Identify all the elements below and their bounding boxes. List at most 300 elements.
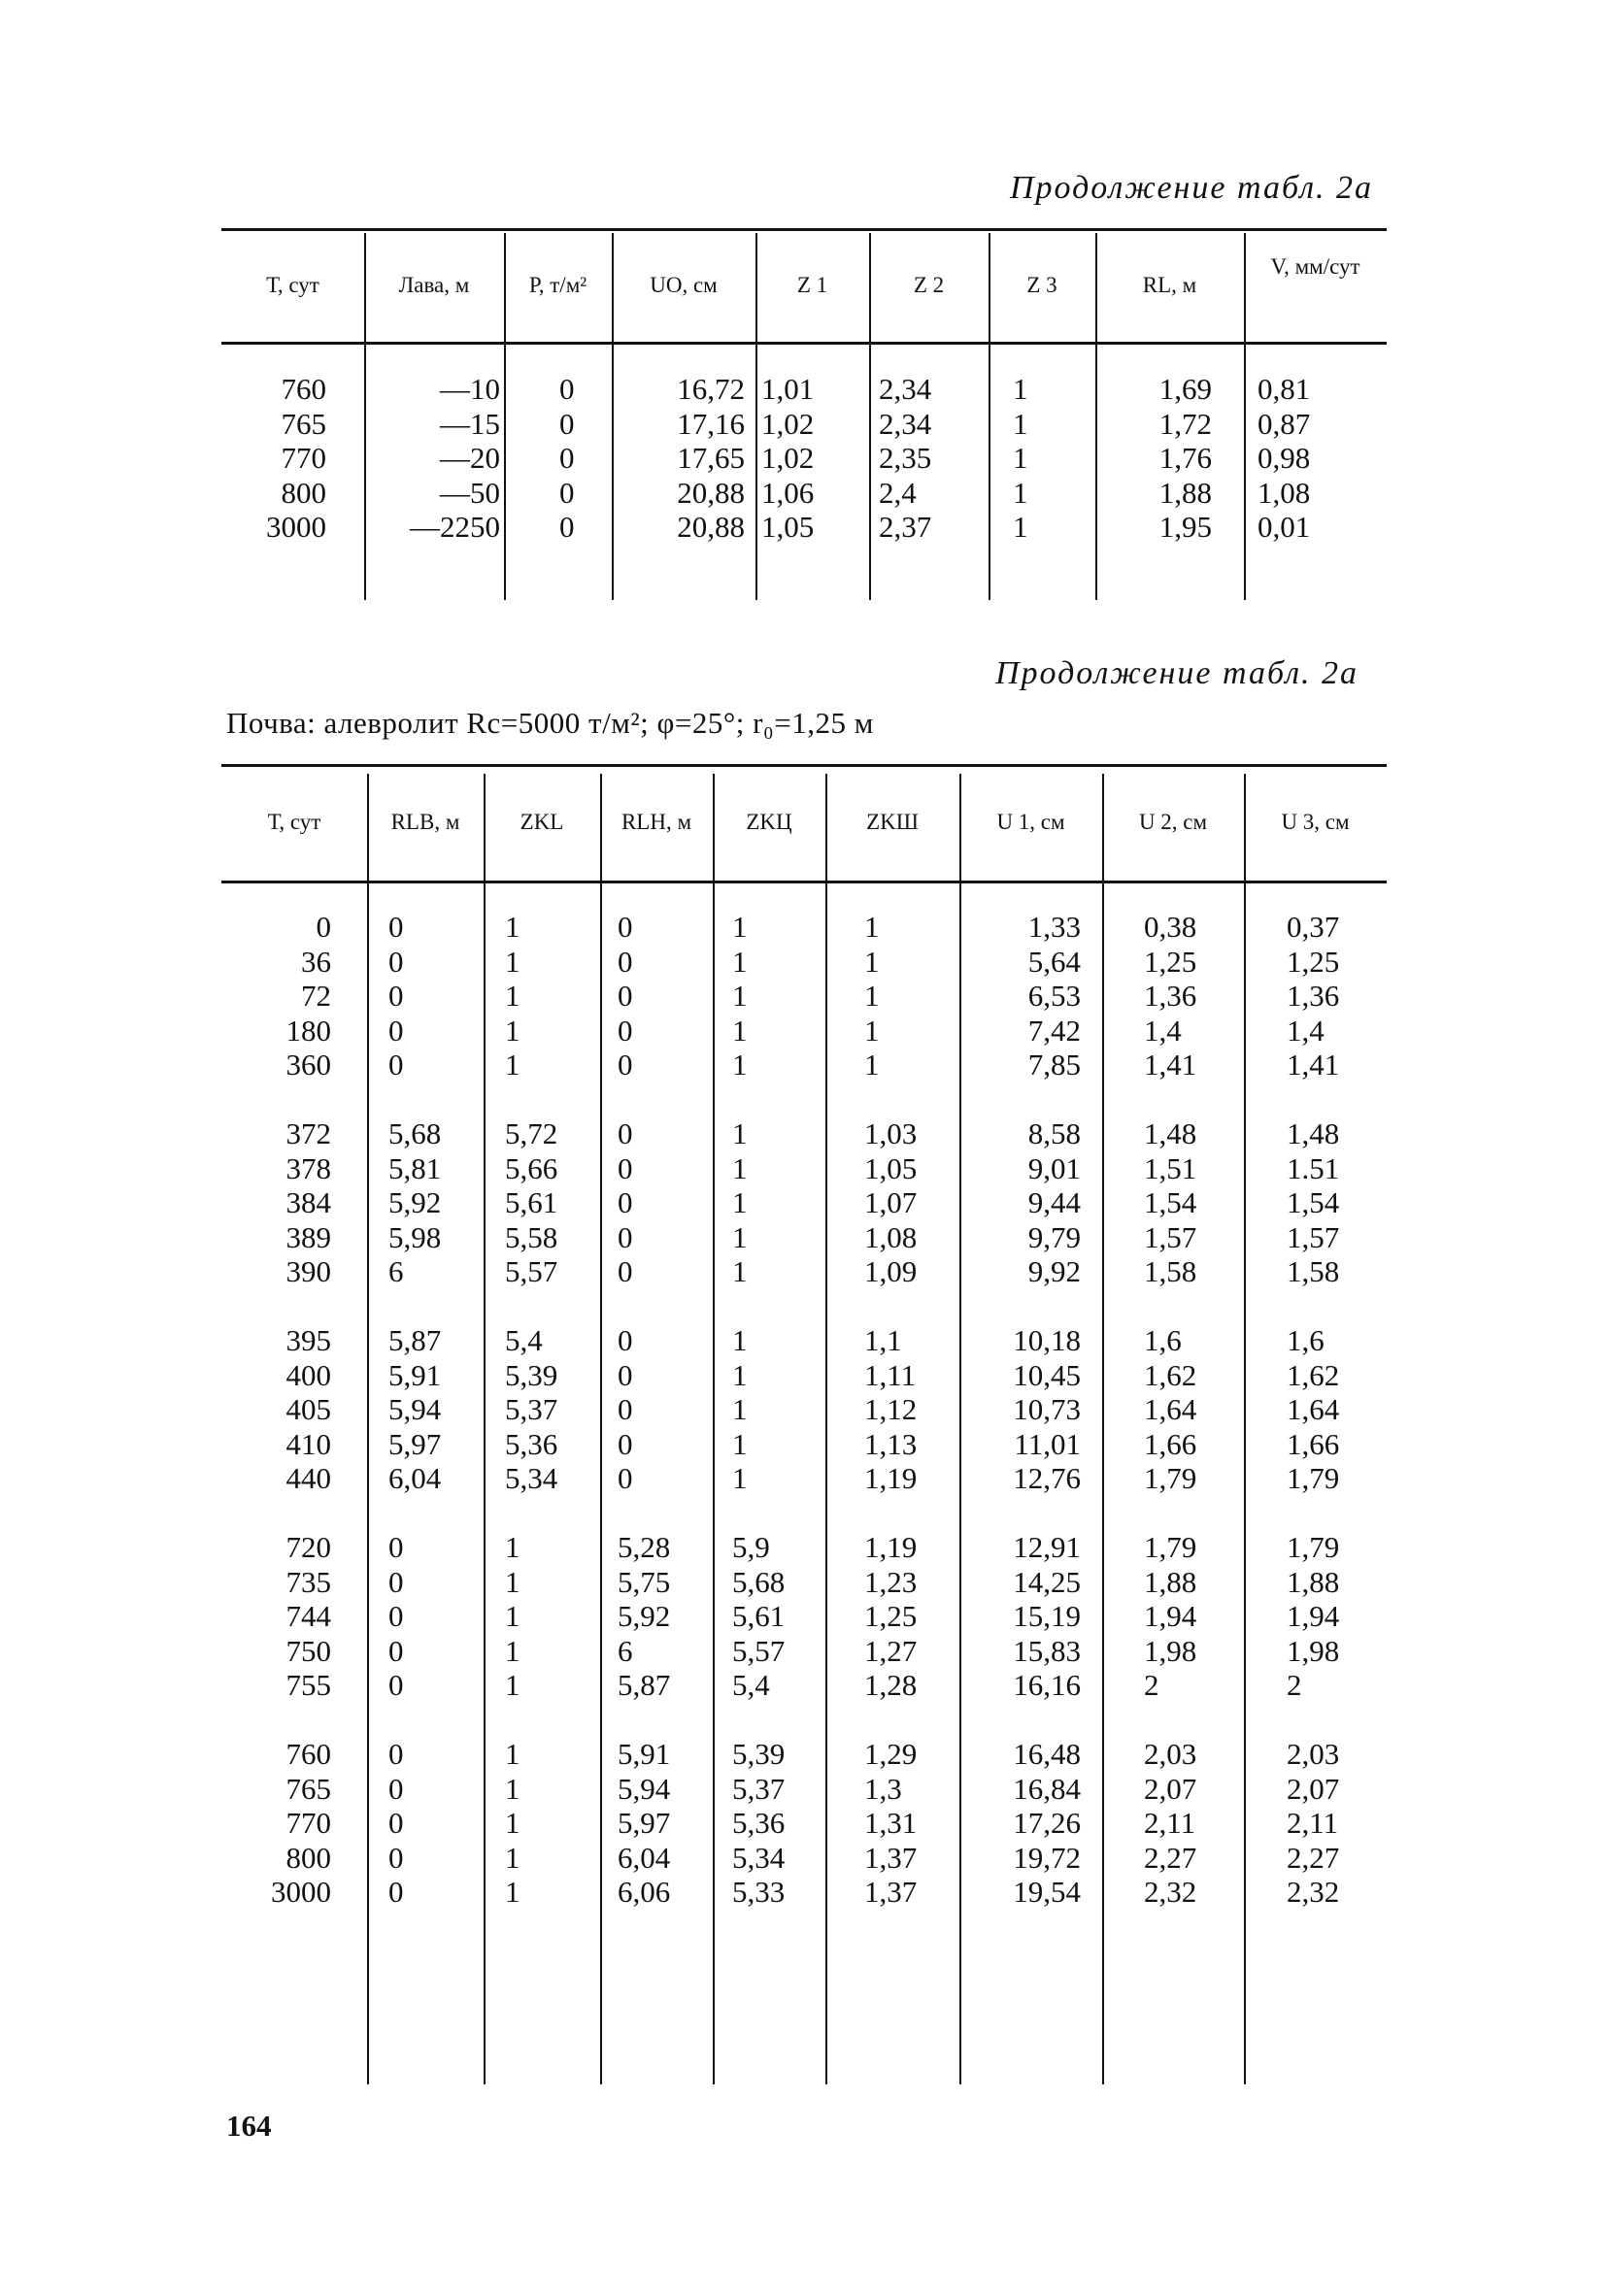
table1-header-cell: Р, т/м² [528, 273, 587, 297]
table2-cell: 5,91 [388, 1357, 442, 1392]
table2-cell: 1 [864, 910, 880, 944]
group-spacer [388, 1289, 481, 1324]
table2-cell: 0 [618, 1150, 633, 1185]
table2-cell: 1,94 [1144, 1599, 1197, 1633]
table2-cell: 1,62 [1287, 1357, 1340, 1392]
table2-cell: 0,38 [1144, 910, 1197, 944]
table2-cell: 0 [388, 1806, 404, 1840]
table2-cell: 16,48 [1013, 1737, 1081, 1771]
table2-cell: 1,4 [1287, 1013, 1325, 1048]
table1-top-rule [221, 228, 1387, 231]
table2 [221, 764, 1387, 2084]
table2-cell: 1,57 [1287, 1219, 1340, 1254]
table2-cell: 0 [388, 1737, 404, 1771]
table1-column [1258, 372, 1364, 545]
table2-cell: 5,36 [505, 1426, 558, 1461]
table2-cell: 12,91 [1013, 1530, 1081, 1564]
table2-cell: 765 [285, 1771, 331, 1806]
table1-header-cell: Z 1 [796, 273, 828, 297]
table2-cell: 0 [388, 1633, 404, 1668]
table2-cell: 1 [505, 1771, 520, 1806]
table2-cell: 2 [1287, 1668, 1302, 1702]
table2-cell: 755 [285, 1668, 331, 1702]
table1-cell: 1,02 [761, 441, 815, 475]
table2-cell: 5,66 [505, 1150, 558, 1185]
table1-column [612, 372, 745, 545]
table2-cell: 1,57 [1144, 1219, 1197, 1254]
table1-cell: 1,05 [761, 510, 815, 544]
table2-column-separator [1102, 774, 1104, 2084]
table2-cell: 1,54 [1287, 1185, 1340, 1219]
table1-column [1095, 372, 1212, 545]
table2-cell: 5,57 [732, 1633, 786, 1668]
table2-soil-note: Почва: алевролит Rс=5000 т/м²; φ=25°; r₀=1,25 м [226, 706, 874, 740]
table2-cell: 1 [505, 1806, 520, 1840]
table1-cell: 1 [1013, 372, 1028, 406]
table2-cell: 1,79 [1144, 1530, 1197, 1564]
table2-cell: 1,41 [1144, 1048, 1197, 1081]
table2-cell: 0 [618, 1116, 633, 1150]
table2-cell: 10,45 [1013, 1357, 1081, 1392]
table2-cell: 1,23 [864, 1564, 918, 1599]
table2-cell: 6,06 [618, 1875, 671, 1909]
table2-cell: 0 [618, 1048, 633, 1081]
table2-cell: 1 [505, 1840, 520, 1875]
table2-cell: 1,3 [864, 1771, 902, 1806]
table1-column [221, 372, 326, 545]
table2-column [864, 910, 956, 1910]
group-spacer [732, 1082, 824, 1117]
table2-cell: 2,07 [1287, 1771, 1340, 1806]
table2-cell: 5,75 [618, 1564, 671, 1599]
table1-cell: 2,35 [879, 441, 932, 475]
table2-cell: 1,1 [864, 1323, 902, 1357]
table2-cell: 0 [618, 1461, 633, 1495]
table2-cell: 1,11 [864, 1357, 917, 1392]
group-spacer [959, 1289, 1081, 1324]
table2-cell: 5,36 [732, 1806, 786, 1840]
table2-cell: 1,25 [864, 1599, 918, 1633]
table2-column-separator [713, 774, 715, 2084]
table2-header-cell: RLB, м [390, 810, 460, 834]
group-spacer [505, 1082, 597, 1117]
table2-cell: 1,58 [1144, 1254, 1197, 1288]
table2-cell: 1,13 [864, 1426, 918, 1461]
table2-column [732, 910, 824, 1910]
table2-cell: 15,83 [1013, 1633, 1081, 1668]
table2-cell: 1,51 [1144, 1150, 1197, 1185]
table1-column [559, 372, 608, 545]
table2-cell: 5,58 [505, 1219, 558, 1254]
table2-cell: 1 [732, 944, 748, 979]
table1-cell: 17,16 [677, 406, 745, 441]
table1-column [879, 372, 976, 545]
table2-cell: 0 [388, 1668, 404, 1702]
table2-cell: 2 [1144, 1668, 1159, 1702]
table2-cell: 17,26 [1013, 1806, 1081, 1840]
table2-cell: 1.51 [1287, 1150, 1340, 1185]
table2-cell: 1,88 [1287, 1564, 1340, 1599]
table1-cell: 2,4 [879, 475, 917, 510]
table2-cell: 0 [618, 1357, 633, 1392]
table2-cell: 0 [388, 1840, 404, 1875]
table2-cell: 1,28 [864, 1668, 918, 1702]
table2-cell: 2,03 [1287, 1737, 1340, 1771]
table2-cell: 1 [505, 1633, 520, 1668]
table2-cell: 0 [388, 944, 404, 979]
table2-cell: 1 [864, 944, 880, 979]
table2-cell: 9,79 [1027, 1219, 1081, 1254]
table1-cell: 1 [1013, 475, 1028, 510]
table1-cell: —15 [440, 406, 500, 441]
table2-cell: 5,39 [505, 1357, 558, 1392]
table2-header-cell: ZKЦ [746, 810, 792, 834]
group-spacer [1287, 1289, 1384, 1324]
group-spacer [864, 1703, 956, 1738]
table1-cell: 1 [1013, 441, 1028, 475]
table1-cell: —2250 [410, 510, 500, 544]
table2-cell: 5,61 [732, 1599, 786, 1633]
page-number: 164 [226, 2109, 272, 2143]
table2-cell: 2,32 [1287, 1875, 1340, 1909]
table1-cell: 20,88 [677, 510, 745, 544]
table1-caption: Продолжение табл. 2а [1010, 170, 1374, 206]
table2-column-separator [367, 774, 369, 2084]
table2-cell: 0,37 [1287, 910, 1340, 944]
table1-cell: 1,02 [761, 406, 815, 441]
table2-cell: 2,27 [1144, 1840, 1197, 1875]
table2-cell: 1,6 [1287, 1323, 1325, 1357]
table1-cell: 770 [281, 441, 326, 475]
table2-cell: 19,72 [1013, 1840, 1081, 1875]
table2-cell: 1,58 [1287, 1254, 1340, 1288]
table2-cell: 5,92 [618, 1599, 671, 1633]
table2-cell: 5,97 [618, 1806, 671, 1840]
table2-cell: 2,27 [1287, 1840, 1340, 1875]
table2-cell: 5,37 [505, 1392, 558, 1426]
table2-cell: 1,31 [864, 1806, 918, 1840]
table2-cell: 744 [285, 1599, 331, 1633]
table1-header-rule [221, 342, 1387, 345]
table2-cell: 1,94 [1287, 1599, 1340, 1633]
table2-cell: 1 [505, 1048, 520, 1081]
table1-cell: 800 [281, 475, 326, 510]
table2-cell: 15,19 [1013, 1599, 1081, 1633]
table2-column-separator [825, 774, 827, 2084]
table2-cell: 1,98 [1144, 1633, 1197, 1668]
table2-cell: 2,03 [1144, 1737, 1197, 1771]
table2-cell: 6 [618, 1633, 633, 1668]
group-spacer [505, 1289, 597, 1324]
table2-cell: 0 [388, 1599, 404, 1633]
group-spacer [618, 1496, 710, 1531]
table2-column-separator [600, 774, 602, 2084]
group-spacer [1144, 1703, 1241, 1738]
group-spacer [1287, 1496, 1384, 1531]
table2-cell: 12,76 [1013, 1461, 1081, 1495]
table2-cell: 1 [732, 1323, 748, 1357]
table2-cell: 1 [732, 1116, 748, 1150]
table2-cell: 0 [618, 1392, 633, 1426]
table1-header-cell: V, мм/сут [1270, 254, 1360, 279]
table2-cell: 1,36 [1144, 979, 1197, 1013]
table2-cell: 0 [618, 1323, 633, 1357]
table2-cell: 5,33 [732, 1875, 786, 1909]
table2-cell: 0 [388, 1564, 404, 1599]
table2-cell: 378 [285, 1150, 331, 1185]
group-spacer [221, 1496, 331, 1531]
table1-column-separator [1244, 233, 1246, 600]
table1-header-cell: Z 2 [913, 273, 945, 297]
table1-cell: 765 [281, 406, 326, 441]
table2-cell: 5,34 [505, 1461, 558, 1495]
table2-cell: 1 [505, 1875, 520, 1909]
table1-cell: 0 [559, 406, 575, 441]
table2-cell: 1 [732, 1426, 748, 1461]
table2-header-cell: U 1, см [996, 810, 1065, 834]
table2-column [221, 910, 331, 1910]
table2-cell: 1,05 [864, 1150, 918, 1185]
table2-cell: 389 [285, 1219, 331, 1254]
table2-cell: 720 [285, 1530, 331, 1564]
table2-cell: 1 [732, 1461, 748, 1495]
table2-cell: 0 [618, 944, 633, 979]
table2-cell: 2,32 [1144, 1875, 1197, 1909]
table2-cell: 11,01 [1014, 1426, 1081, 1461]
table2-cell: 1,62 [1144, 1357, 1197, 1392]
table2-cell: 5,68 [388, 1116, 442, 1150]
table2-cell: 1 [732, 1150, 748, 1185]
table2-cell: 36 [301, 944, 331, 979]
table2-cell: 5,9 [732, 1530, 770, 1564]
table2-header-cell: U 2, см [1138, 810, 1208, 834]
table2-header-rule [221, 881, 1387, 883]
table2-cell: 1 [732, 1185, 748, 1219]
table2-cell: 0 [618, 1219, 633, 1254]
table2-cell: 5,91 [618, 1737, 671, 1771]
table2-cell: 405 [285, 1392, 331, 1426]
table2-cell: 1,33 [1027, 910, 1081, 944]
table2-cell: 0 [388, 979, 404, 1013]
table2-cell: 1 [505, 1737, 520, 1771]
table2-cell: 5,64 [1027, 944, 1081, 979]
table2-cell: 1,29 [864, 1737, 918, 1771]
table2-cell: 10,18 [1013, 1323, 1081, 1357]
group-spacer [221, 1289, 331, 1324]
table2-cell: 1,37 [864, 1840, 918, 1875]
table2-column [1287, 910, 1384, 1910]
table1-header-cell: UO, см [650, 273, 718, 297]
table2-cell: 1,64 [1144, 1392, 1197, 1426]
table2-cell: 5,28 [618, 1530, 671, 1564]
table2-column-separator [1244, 774, 1246, 2084]
table2-cell: 1,12 [864, 1392, 918, 1426]
table2-cell: 384 [285, 1185, 331, 1219]
table2-cell: 1,03 [864, 1116, 918, 1150]
table1-cell: 0 [559, 441, 575, 475]
group-spacer [1144, 1289, 1241, 1324]
group-spacer [959, 1496, 1081, 1531]
table1-cell: 1,01 [761, 372, 815, 406]
table2-cell: 19,54 [1013, 1875, 1081, 1909]
table2-cell: 5,37 [732, 1771, 786, 1806]
group-spacer [864, 1289, 956, 1324]
table2-cell: 1,79 [1287, 1461, 1340, 1495]
group-spacer [732, 1703, 824, 1738]
table2-cell: 440 [285, 1461, 331, 1495]
table2-cell: 5,4 [505, 1323, 543, 1357]
table1-cell: 2,34 [879, 372, 932, 406]
table2-cell: 1,25 [1144, 944, 1197, 979]
table1-cell: 0,87 [1258, 406, 1311, 441]
table2-cell: 372 [285, 1116, 331, 1150]
table1-cell: 1,95 [1158, 510, 1212, 544]
group-spacer [732, 1289, 824, 1324]
table2-cell: 360 [285, 1048, 331, 1081]
table2-cell: 5,81 [388, 1150, 442, 1185]
table2-cell: 1,41 [1287, 1048, 1340, 1081]
table2-cell: 1 [732, 979, 748, 1013]
group-spacer [1144, 1496, 1241, 1531]
table2-header-cell: RLH, м [621, 810, 692, 834]
table2-cell: 800 [285, 1840, 331, 1875]
group-spacer [221, 1082, 331, 1117]
table2-cell: 1 [864, 1013, 880, 1048]
table2-cell: 180 [285, 1013, 331, 1048]
table2-cell: 0 [388, 1875, 404, 1909]
table2-cell: 1 [732, 1219, 748, 1254]
table2-cell: 2,07 [1144, 1771, 1197, 1806]
table2-cell: 1,37 [864, 1875, 918, 1909]
table2-column [618, 910, 710, 1910]
table2-cell: 3000 [271, 1875, 331, 1909]
table2-cell: 1,19 [864, 1461, 918, 1495]
table2-cell: 5,98 [388, 1219, 442, 1254]
table2-cell: 1 [505, 910, 520, 944]
table2-cell: 1,4 [1144, 1013, 1182, 1048]
table1-cell: 1,88 [1158, 475, 1212, 510]
table2-header-cell: ZKШ [866, 810, 919, 834]
group-spacer [388, 1496, 481, 1531]
table2-cell: 5,87 [388, 1323, 442, 1357]
group-spacer [388, 1703, 481, 1738]
table1-cell: —50 [440, 475, 500, 510]
table2-cell: 0 [388, 1013, 404, 1048]
table2-cell: 1,6 [1144, 1323, 1182, 1357]
table2-cell: 1 [732, 1013, 748, 1048]
group-spacer [618, 1082, 710, 1117]
table2-cell: 1 [864, 1048, 880, 1081]
table2-cell: 0 [618, 1013, 633, 1048]
table2-header-cell: Т, сут [267, 810, 321, 834]
table2-cell: 0 [618, 1254, 633, 1288]
table2-cell: 410 [285, 1426, 331, 1461]
table2-cell: 5,72 [505, 1116, 558, 1150]
table2-cell: 7,42 [1027, 1013, 1081, 1048]
table2-cell: 0 [388, 1048, 404, 1081]
group-spacer [618, 1703, 710, 1738]
table2-cell: 0 [618, 910, 633, 944]
table1-header-cell: Лава, м [398, 273, 470, 297]
table2-caption: Продолжение табл. 2а [995, 655, 1359, 691]
table2-cell: 1,66 [1287, 1426, 1340, 1461]
table2-cell: 1 [864, 979, 880, 1013]
table1-cell: —10 [440, 372, 500, 406]
table2-cell: 16,16 [1013, 1668, 1081, 1702]
table2-header-cell: ZKL [520, 810, 564, 834]
table2-cell: 0 [388, 910, 404, 944]
table2-cell: 9,01 [1027, 1150, 1081, 1185]
table2-cell: 2,11 [1144, 1806, 1196, 1840]
table2-cell: 1,79 [1144, 1461, 1197, 1495]
table1-cell: 0,01 [1258, 510, 1311, 544]
table1-cell: 3000 [266, 510, 326, 544]
table1-cell: 0,81 [1258, 372, 1311, 406]
table1-cell: 0 [559, 510, 575, 544]
table2-cell: 1,27 [864, 1633, 918, 1668]
table2-cell: 16,84 [1013, 1771, 1081, 1806]
table2-cell: 1,88 [1144, 1564, 1197, 1599]
table2-cell: 9,92 [1027, 1254, 1081, 1288]
table2-cell: 2,11 [1287, 1806, 1339, 1840]
table1-header-cell: RL, м [1142, 273, 1197, 297]
table2-cell: 10,73 [1013, 1392, 1081, 1426]
group-spacer [505, 1703, 597, 1738]
table1-cell: 760 [281, 372, 326, 406]
table2-header-cell: U 3, см [1281, 810, 1350, 834]
table2-cell: 5,4 [732, 1668, 770, 1702]
table2-cell: 1 [505, 1599, 520, 1633]
table2-cell: 770 [285, 1806, 331, 1840]
table2-cell: 5,87 [618, 1668, 671, 1702]
table1-cell: 1,69 [1158, 372, 1212, 406]
group-spacer [505, 1496, 597, 1531]
table2-cell: 5,34 [732, 1840, 786, 1875]
table1-cell: 1,06 [761, 475, 815, 510]
table2-cell: 735 [285, 1564, 331, 1599]
table2-cell: 0 [618, 1185, 633, 1219]
table1-header-cell: Т, сут [266, 273, 319, 297]
table2-cell: 6,04 [388, 1461, 442, 1495]
table2-column [388, 910, 481, 1910]
table1-cell: 1 [1013, 510, 1028, 544]
table2-cell: 1 [505, 1668, 520, 1702]
table2-cell: 5,39 [732, 1737, 786, 1771]
table1-cell: 17,65 [677, 441, 745, 475]
table1-cell: 2,34 [879, 406, 932, 441]
table2-cell: 760 [285, 1737, 331, 1771]
table1-cell: 1,76 [1158, 441, 1212, 475]
table1-cell: 0 [559, 475, 575, 510]
table2-cell: 1,64 [1287, 1392, 1340, 1426]
table2-cell: 8,58 [1027, 1116, 1081, 1150]
table2-cell: 1 [505, 979, 520, 1013]
table2-cell: 1,98 [1287, 1633, 1340, 1668]
table2-column [505, 910, 597, 1910]
table2-cell: 1,36 [1287, 979, 1340, 1013]
table2-cell: 1,09 [864, 1254, 918, 1288]
table2-cell: 9,44 [1027, 1185, 1081, 1219]
table2-column [959, 910, 1081, 1910]
table2-cell: 14,25 [1013, 1564, 1081, 1599]
table2-cell: 0 [618, 1426, 633, 1461]
table1-cell: 16,72 [677, 372, 745, 406]
table1-cell: 1,08 [1258, 475, 1311, 510]
table2-cell: 5,57 [505, 1254, 558, 1288]
group-spacer [959, 1703, 1081, 1738]
table2-cell: 1 [505, 1530, 520, 1564]
table2-cell: 7,85 [1027, 1048, 1081, 1081]
